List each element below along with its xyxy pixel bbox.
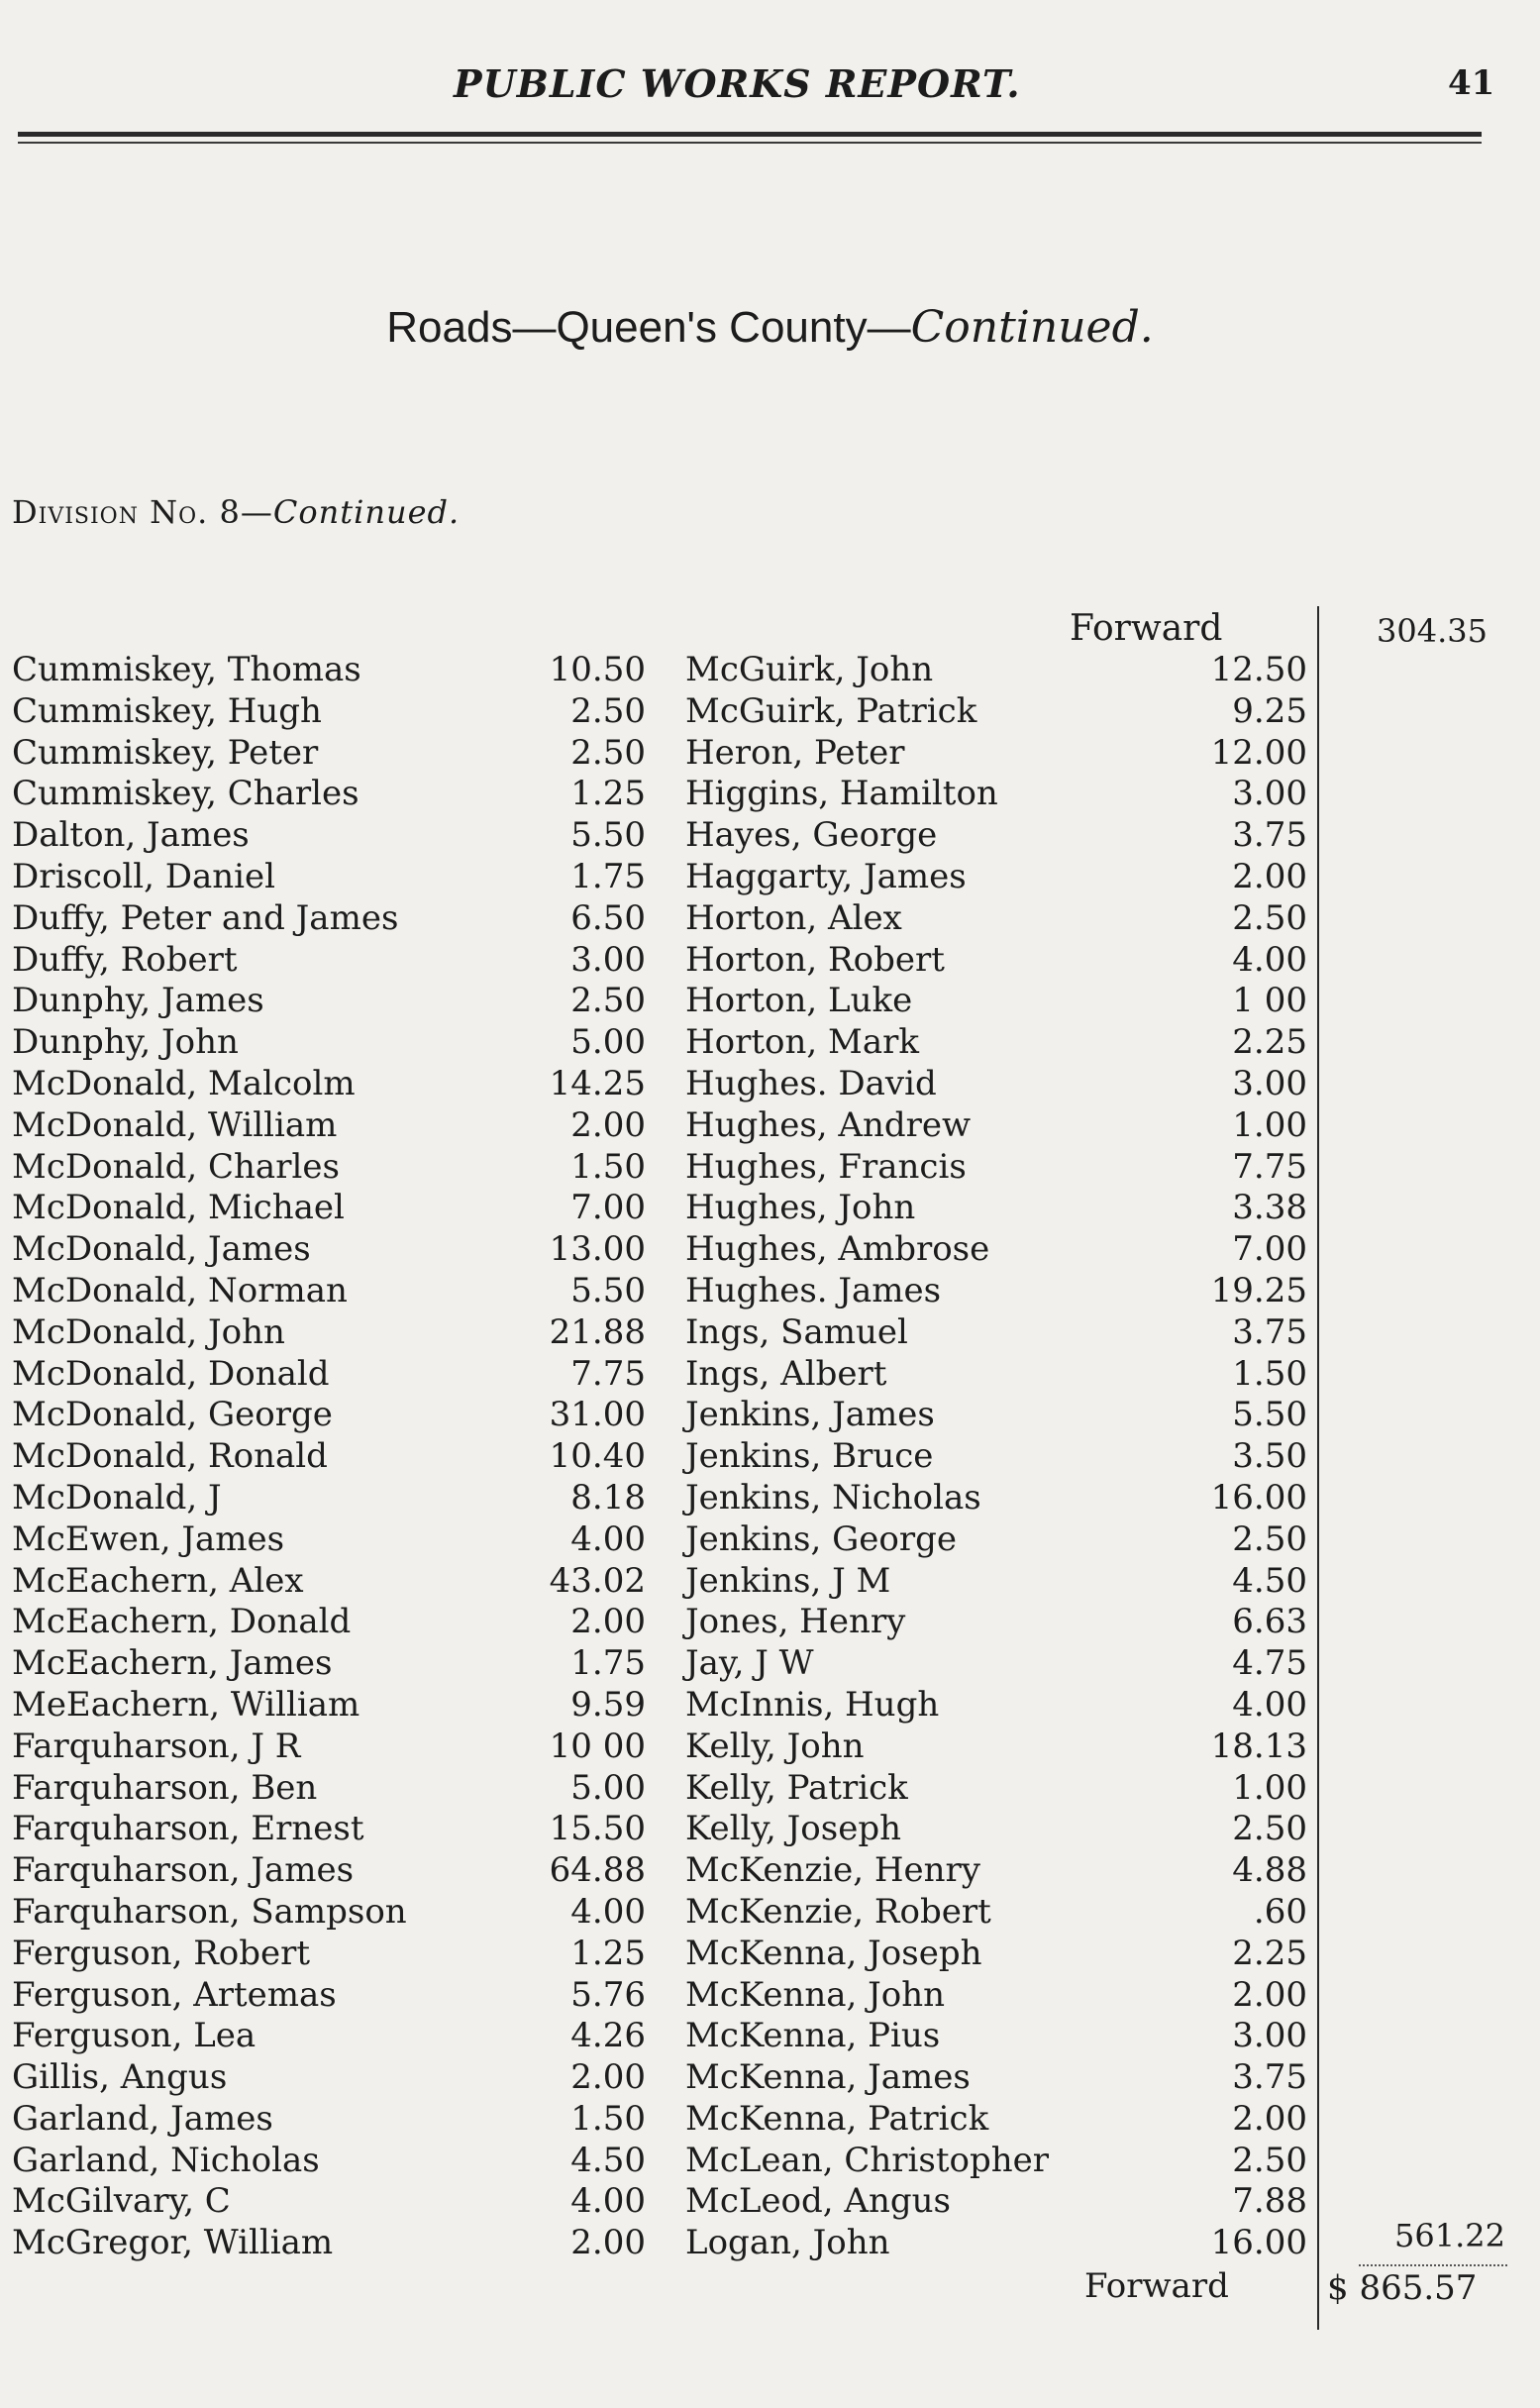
right-entry-list xyxy=(685,650,1307,2264)
entry-amount: 19.25 xyxy=(1210,1270,1307,1310)
list-item xyxy=(12,733,646,775)
entry-name: Hughes, Andrew xyxy=(685,1104,972,1145)
entry-name: Haggarty, James xyxy=(685,856,967,896)
entry-amount: 4.26 xyxy=(570,2016,646,2056)
entry-amount: 8.18 xyxy=(570,1477,646,1518)
entry-name: Horton, Mark xyxy=(685,1022,919,1063)
entry-name: Jay, J W xyxy=(685,1643,814,1684)
entry-amount: 2.25 xyxy=(1232,1933,1307,1973)
entry-name: McGregor, William xyxy=(12,2223,334,2263)
list-item xyxy=(12,1892,646,1934)
header-rule-thick xyxy=(18,132,1482,137)
entry-name: Hughes. David xyxy=(685,1063,937,1103)
entry-name: McKenzie, Robert xyxy=(685,1891,991,1932)
entry-name: Jones, Henry xyxy=(685,1602,906,1642)
list-item xyxy=(12,1685,646,1727)
entry-name: McKenna, James xyxy=(685,2057,971,2098)
list-item xyxy=(12,1188,646,1229)
entry-name: Ferguson, Lea xyxy=(12,2016,257,2056)
list-item xyxy=(685,1975,1307,2017)
list-item xyxy=(685,1312,1307,1354)
entry-name: McDonald, Donald xyxy=(12,1353,330,1394)
entry-name: Farquharson, J R xyxy=(12,1726,301,1766)
list-item xyxy=(685,857,1307,898)
list-item xyxy=(685,650,1307,691)
list-item xyxy=(12,981,646,1022)
entry-amount: 1.25 xyxy=(570,774,646,814)
entry-amount: 2.50 xyxy=(1232,1518,1307,1559)
entry-amount: 18.13 xyxy=(1210,1726,1307,1766)
entry-amount: 10.50 xyxy=(549,650,646,689)
entry-name: Dalton, James xyxy=(12,815,250,856)
entry-amount: 4.88 xyxy=(1232,1850,1307,1891)
list-item xyxy=(12,1850,646,1892)
division-heading xyxy=(12,493,460,531)
list-item xyxy=(685,1188,1307,1229)
page-number: 41 xyxy=(1448,63,1495,103)
list-item xyxy=(12,2181,646,2223)
entry-name: Duffy, Peter and James xyxy=(12,897,399,938)
entry-amount: 5.50 xyxy=(570,815,646,856)
entry-name: Jenkins, Bruce xyxy=(685,1436,934,1477)
entry-amount: 3.00 xyxy=(1232,774,1307,814)
entry-amount: 7.88 xyxy=(1232,2181,1307,2222)
list-item xyxy=(12,2016,646,2057)
list-item xyxy=(12,2223,646,2264)
entry-name: Logan, John xyxy=(685,2223,890,2263)
entry-amount: 7.75 xyxy=(570,1353,646,1394)
entry-name: Dunphy, James xyxy=(12,981,264,1021)
entry-name: Garland, James xyxy=(12,2098,273,2139)
entry-name: Horton, Robert xyxy=(685,939,945,980)
entry-name: Hughes, Francis xyxy=(685,1146,967,1187)
entry-name: Gillis, Angus xyxy=(12,2057,228,2098)
entry-amount: 15.50 xyxy=(549,1809,646,1849)
entry-amount: 10 00 xyxy=(549,1726,646,1766)
list-item xyxy=(685,1850,1307,1892)
list-item xyxy=(12,1934,646,1975)
entry-amount: 1.75 xyxy=(570,1643,646,1684)
entry-amount: 13.00 xyxy=(549,1229,646,1270)
entry-name: McEwen, James xyxy=(12,1518,285,1559)
list-item xyxy=(685,1022,1307,1064)
entry-amount: 4.00 xyxy=(570,1891,646,1932)
entry-name: Kelly, John xyxy=(685,1726,865,1766)
list-item xyxy=(685,1229,1307,1271)
entry-name: Garland, Nicholas xyxy=(12,2140,320,2180)
running-title: PUBLIC WORKS REPORT. xyxy=(454,61,1021,106)
entry-name: Jenkins, George xyxy=(685,1518,957,1559)
entry-amount: 3.75 xyxy=(1232,815,1307,856)
list-item xyxy=(685,1809,1307,1850)
list-item xyxy=(12,2141,646,2182)
entry-amount: 7.75 xyxy=(1232,1146,1307,1187)
list-item xyxy=(12,774,646,815)
entry-amount: 5.50 xyxy=(1232,1395,1307,1435)
entry-name: Cummiskey, Charles xyxy=(12,774,359,814)
list-item xyxy=(12,1271,646,1312)
list-item xyxy=(685,1519,1307,1561)
entry-amount: 1.50 xyxy=(1232,1353,1307,1394)
list-item xyxy=(685,2141,1307,2182)
subtotal-rule xyxy=(1359,2264,1507,2267)
entry-name: Jenkins, J M xyxy=(685,1560,891,1601)
entry-name: Driscoll, Daniel xyxy=(12,856,276,896)
entry-amount: 2.50 xyxy=(570,732,646,773)
entry-amount: 2.00 xyxy=(570,1602,646,1642)
entry-name: McDonald, George xyxy=(12,1395,333,1435)
list-item xyxy=(685,1685,1307,1727)
entry-amount: 3.00 xyxy=(570,939,646,980)
entry-amount: 3.00 xyxy=(1232,1063,1307,1103)
entry-name: Ferguson, Artemas xyxy=(12,1974,337,2015)
entry-amount: 6.63 xyxy=(1232,1602,1307,1642)
list-item xyxy=(685,1768,1307,1810)
forward-label: Forward xyxy=(1070,608,1223,649)
entry-name: McKenna, Pius xyxy=(685,2016,941,2056)
entry-amount: 3.50 xyxy=(1232,1436,1307,1477)
list-item xyxy=(12,857,646,898)
entry-amount: 2.50 xyxy=(570,981,646,1021)
entry-name: McInnis, Hugh xyxy=(685,1684,940,1725)
list-item xyxy=(12,1519,646,1561)
running-header xyxy=(0,61,1540,111)
entry-amount: 4.50 xyxy=(1232,1560,1307,1601)
entry-amount: 2.25 xyxy=(1232,1022,1307,1063)
entry-amount: 31.00 xyxy=(549,1395,646,1435)
entry-name: McEachern, Donald xyxy=(12,1602,352,1642)
entry-name: Ings, Albert xyxy=(685,1353,887,1394)
list-item xyxy=(685,1602,1307,1643)
entry-amount: 1.50 xyxy=(570,2098,646,2139)
entry-name: Hughes, Ambrose xyxy=(685,1229,990,1270)
section-title-continued: Continued. xyxy=(910,302,1154,353)
entry-amount: 4.00 xyxy=(1232,1684,1307,1725)
list-item xyxy=(12,1105,646,1147)
entry-amount: 1 00 xyxy=(1232,981,1307,1021)
list-item xyxy=(12,691,646,733)
list-item xyxy=(685,1478,1307,1519)
list-item xyxy=(685,1105,1307,1147)
entry-name: Farquharson, Ernest xyxy=(12,1809,364,1849)
division-label: Division No. 8— xyxy=(12,493,273,531)
list-item xyxy=(685,1892,1307,1934)
entry-name: Jenkins, James xyxy=(685,1395,935,1435)
entry-amount: 2.50 xyxy=(1232,1809,1307,1849)
entry-amount: 2.50 xyxy=(1232,2140,1307,2180)
entry-amount: 5.00 xyxy=(570,1767,646,1808)
entry-amount: 2.00 xyxy=(1232,1974,1307,2015)
list-item xyxy=(12,1602,646,1643)
entry-name: MeEachern, William xyxy=(12,1684,360,1725)
list-item xyxy=(685,1395,1307,1436)
entry-amount: 3.38 xyxy=(1232,1188,1307,1228)
header-rule-thin xyxy=(18,142,1482,144)
list-item xyxy=(12,1354,646,1396)
list-item xyxy=(12,1768,646,1810)
list-item xyxy=(12,1064,646,1105)
entry-name: Jenkins, Nicholas xyxy=(685,1477,981,1518)
entry-name: McKenna, John xyxy=(685,1974,946,2015)
entry-name: McKenna, Joseph xyxy=(685,1933,982,1973)
entry-name: Heron, Peter xyxy=(685,732,905,773)
entry-amount: 2.50 xyxy=(1232,897,1307,938)
entry-amount: 1.00 xyxy=(1232,1767,1307,1808)
list-item xyxy=(685,2057,1307,2099)
entry-amount: 16.00 xyxy=(1210,2223,1307,2263)
list-item xyxy=(685,1436,1307,1478)
column-rule xyxy=(1317,606,1319,2330)
list-item xyxy=(12,1643,646,1685)
entry-amount: .60 xyxy=(1253,1891,1307,1932)
list-item xyxy=(685,1561,1307,1603)
entry-amount: 9.59 xyxy=(570,1684,646,1725)
entry-amount: 3.75 xyxy=(1232,2057,1307,2098)
list-item xyxy=(12,1809,646,1850)
entry-name: McDonald, John xyxy=(12,1311,285,1352)
entry-amount: 2.50 xyxy=(570,690,646,731)
entry-amount: 43.02 xyxy=(549,1560,646,1601)
entry-amount: 1.25 xyxy=(570,1933,646,1973)
list-item xyxy=(12,1147,646,1189)
entry-amount: 7.00 xyxy=(1232,1229,1307,1270)
section-title-text: Roads—Queen's County— xyxy=(386,303,911,352)
entry-name: McKenzie, Henry xyxy=(685,1850,981,1891)
entry-name: McLeod, Angus xyxy=(685,2181,951,2222)
entry-name: Ferguson, Robert xyxy=(12,1933,311,1973)
entry-name: McGilvary, C xyxy=(12,2181,231,2222)
entry-name: Hayes, George xyxy=(685,815,938,856)
entry-amount: 2.00 xyxy=(570,2223,646,2263)
entry-name: McDonald, James xyxy=(12,1229,311,1270)
entry-name: McKenna, Patrick xyxy=(685,2098,989,2139)
list-item xyxy=(12,1395,646,1436)
entry-name: Cummiskey, Hugh xyxy=(12,690,322,731)
list-item xyxy=(12,650,646,691)
entry-amount: 2.00 xyxy=(1232,856,1307,896)
entry-amount: 4.50 xyxy=(570,2140,646,2180)
list-item xyxy=(685,774,1307,815)
list-item xyxy=(685,1727,1307,1768)
entry-name: McDonald, Norman xyxy=(12,1270,348,1310)
list-item xyxy=(12,2057,646,2099)
entry-name: Farquharson, James xyxy=(12,1850,355,1891)
list-item xyxy=(685,2016,1307,2057)
forward-amount: 304.35 xyxy=(1377,612,1488,650)
entry-amount: 3.00 xyxy=(1232,2016,1307,2056)
entry-name: Horton, Alex xyxy=(685,897,902,938)
entry-amount: 4.00 xyxy=(570,1518,646,1559)
entry-amount: 7.00 xyxy=(570,1188,646,1228)
entry-amount: 12.00 xyxy=(1210,732,1307,773)
list-item xyxy=(12,815,646,857)
entry-name: McEachern, James xyxy=(12,1643,333,1684)
entry-name: McDonald, J xyxy=(12,1477,222,1518)
list-item xyxy=(685,981,1307,1022)
entry-amount: 4.00 xyxy=(1232,939,1307,980)
list-item xyxy=(685,2099,1307,2141)
entry-name: Kelly, Patrick xyxy=(685,1767,908,1808)
list-item xyxy=(685,1643,1307,1685)
bottom-forward-amount: $ 865.57 xyxy=(1327,2268,1478,2308)
list-item xyxy=(12,1975,646,2017)
entry-name: Farquharson, Ben xyxy=(12,1767,318,1808)
list-item xyxy=(12,1022,646,1064)
entry-amount: 1.50 xyxy=(570,1146,646,1187)
entry-name: Horton, Luke xyxy=(685,981,913,1021)
entry-name: Hughes. James xyxy=(685,1270,942,1310)
entry-amount: 21.88 xyxy=(549,1311,646,1352)
list-item xyxy=(12,1478,646,1519)
section-title xyxy=(0,302,1540,353)
entry-name: McDonald, William xyxy=(12,1104,338,1145)
entry-name: McDonald, Charles xyxy=(12,1146,340,1187)
list-item xyxy=(685,1354,1307,1396)
entry-amount: 2.00 xyxy=(570,2057,646,2098)
list-item xyxy=(685,2223,1307,2264)
entry-amount: 1.75 xyxy=(570,856,646,896)
entry-amount: 1.00 xyxy=(1232,1104,1307,1145)
list-item xyxy=(685,815,1307,857)
entry-amount: 12.50 xyxy=(1210,650,1307,689)
division-continued: Continued. xyxy=(272,493,461,531)
entry-amount: 5.50 xyxy=(570,1270,646,1310)
list-item xyxy=(12,1312,646,1354)
list-item xyxy=(685,733,1307,775)
list-item xyxy=(685,1271,1307,1312)
list-item xyxy=(685,2181,1307,2223)
entry-amount: 10.40 xyxy=(549,1436,646,1477)
entry-amount: 4.75 xyxy=(1232,1643,1307,1684)
column-subtotal: 561.22 xyxy=(1394,2217,1505,2254)
list-item xyxy=(685,940,1307,982)
bottom-forward-label: Forward xyxy=(1084,2266,1229,2306)
entry-name: McDonald, Malcolm xyxy=(12,1063,356,1103)
entry-amount: 5.00 xyxy=(570,1022,646,1063)
entry-amount: 2.00 xyxy=(570,1104,646,1145)
list-item xyxy=(12,1436,646,1478)
list-item xyxy=(12,940,646,982)
entry-name: Farquharson, Sampson xyxy=(12,1891,407,1932)
list-item xyxy=(685,1064,1307,1105)
list-item xyxy=(12,1561,646,1603)
entry-name: Duffy, Robert xyxy=(12,939,238,980)
entry-name: Ings, Samuel xyxy=(685,1311,908,1352)
entry-name: McDonald, Michael xyxy=(12,1188,345,1228)
list-item xyxy=(12,1727,646,1768)
list-item xyxy=(12,2099,646,2141)
entry-amount: 2.00 xyxy=(1232,2098,1307,2139)
entry-amount: 4.00 xyxy=(570,2181,646,2222)
list-item xyxy=(12,898,646,940)
entry-amount: 9.25 xyxy=(1232,690,1307,731)
list-item xyxy=(685,1934,1307,1975)
left-entry-list xyxy=(12,650,646,2264)
entry-name: Cummiskey, Peter xyxy=(12,732,319,773)
entry-name: McEachern, Alex xyxy=(12,1560,304,1601)
entry-amount: 64.88 xyxy=(549,1850,646,1891)
entry-name: McDonald, Ronald xyxy=(12,1436,328,1477)
entry-name: McLean, Christopher xyxy=(685,2140,1049,2180)
entry-name: Cummiskey, Thomas xyxy=(12,650,361,689)
list-item xyxy=(12,1229,646,1271)
entry-name: McGuirk, John xyxy=(685,650,934,689)
entry-amount: 6.50 xyxy=(570,897,646,938)
list-item xyxy=(685,1147,1307,1189)
entry-name: Higgins, Hamilton xyxy=(685,774,998,814)
entry-amount: 16.00 xyxy=(1210,1477,1307,1518)
entry-name: McGuirk, Patrick xyxy=(685,690,977,731)
entry-name: Dunphy, John xyxy=(12,1022,239,1063)
entry-amount: 14.25 xyxy=(549,1063,646,1103)
entry-amount: 3.75 xyxy=(1232,1311,1307,1352)
entry-name: Hughes, John xyxy=(685,1188,916,1228)
entry-amount: 5.76 xyxy=(570,1974,646,2015)
list-item xyxy=(685,898,1307,940)
entry-name: Kelly, Joseph xyxy=(685,1809,901,1849)
list-item xyxy=(685,691,1307,733)
